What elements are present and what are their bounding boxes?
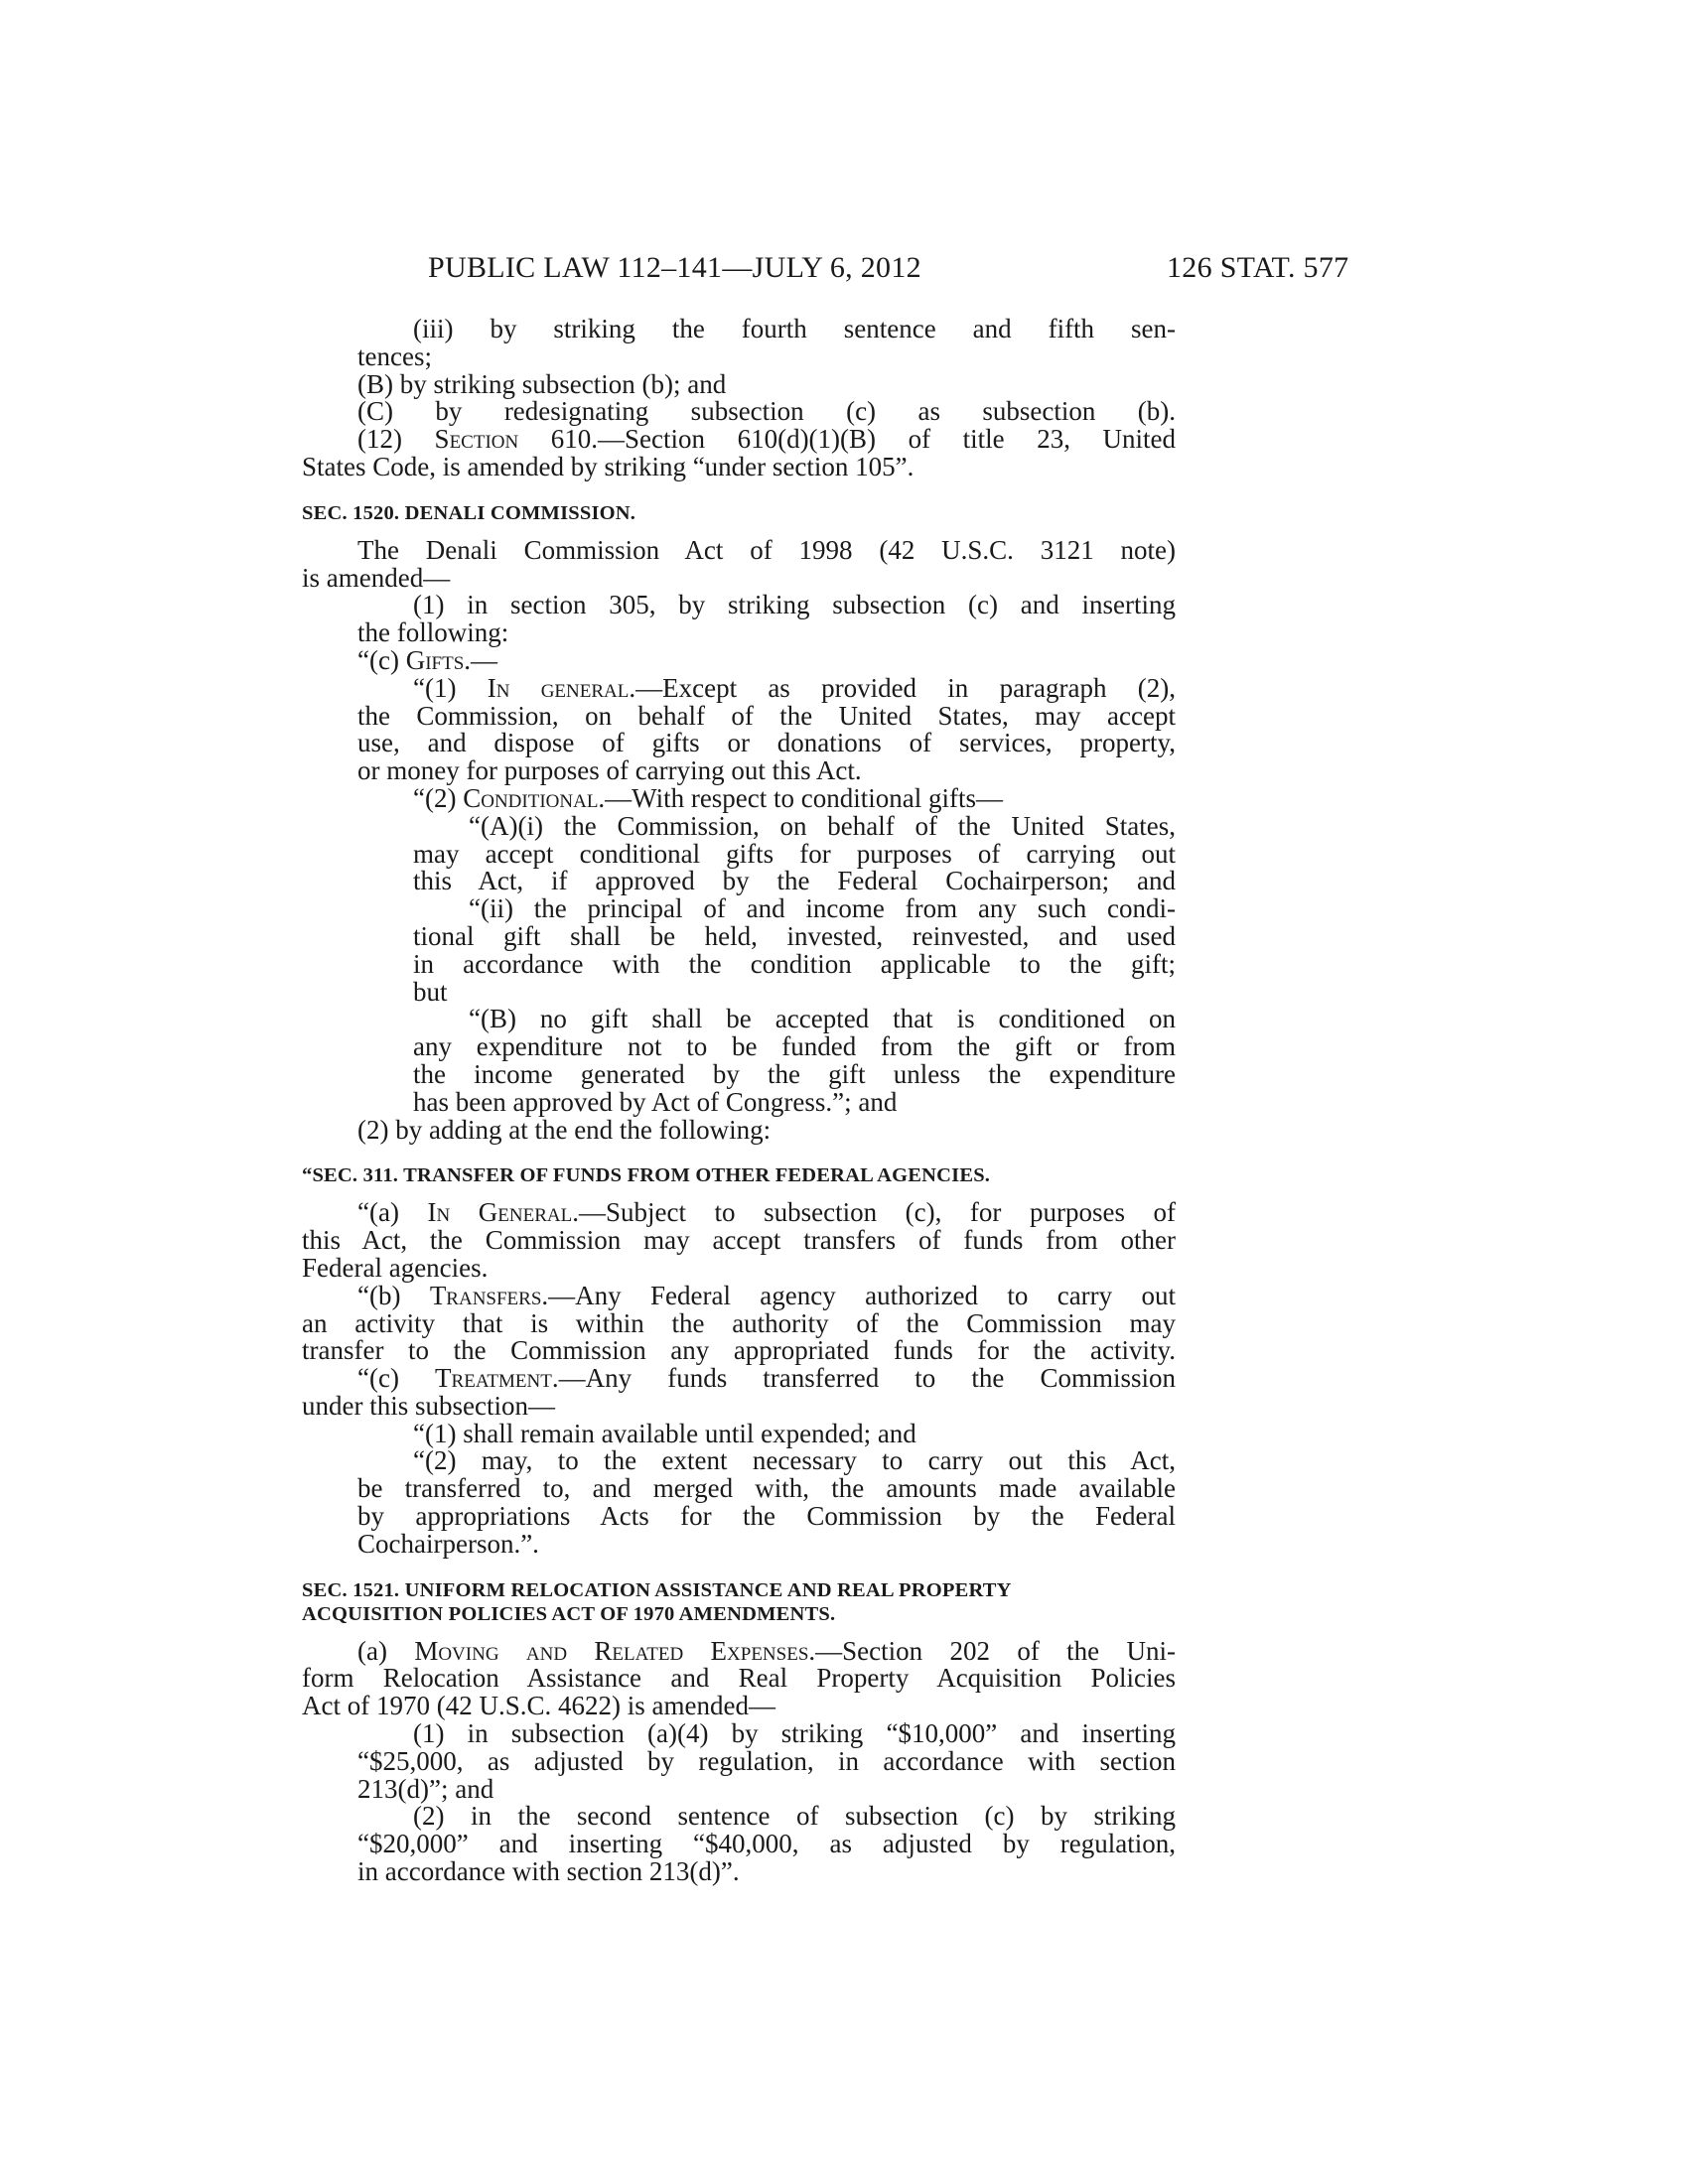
text-span: Gifts <box>405 644 465 675</box>
section-heading-continued: ACQUISITION POLICIES ACT OF 1970 AMENDMENTS. <box>302 1602 836 1625</box>
text-line: under this subsection— <box>302 1390 555 1421</box>
text-line: “$25,000, as adjusted by regulation, in accordance with section <box>357 1745 1176 1776</box>
text-line: but <box>413 976 448 1007</box>
text-span: “(2) <box>413 782 464 813</box>
text-span: .—Any Federal agency authorized to carry out <box>541 1280 1177 1310</box>
running-header-stat-page: 126 STAT. 577 <box>1167 251 1349 284</box>
text-span: .—Any funds transferred to the Commission <box>551 1363 1176 1394</box>
text-span: “(b) <box>357 1280 430 1310</box>
text-span: In general <box>487 672 630 703</box>
section-heading: SEC. 1521. UNIFORM RELOCATION ASSISTANCE AND REAL PROPERTY <box>302 1578 1012 1601</box>
text-span: .— <box>464 644 498 675</box>
text-line: transfer to the Commission any appropriated funds for the activity. <box>302 1335 1176 1366</box>
text-span: Transfers <box>429 1280 542 1310</box>
text-line: form Relocation Assistance and Real Property Acquisition Policies <box>302 1663 1176 1694</box>
text-line <box>302 672 1176 703</box>
text-line: in accordance with section 213(d)”. <box>357 1856 740 1887</box>
text-line <box>302 1199 1176 1227</box>
text-line <box>302 1365 1176 1393</box>
text-line: (1) in section 305, by striking subsection (c) and inserting <box>413 590 1176 620</box>
text-line: this Act, if approved by the Federal Cochairperson; and <box>413 866 1176 896</box>
text-line: use, and dispose of gifts or donations of services, property, <box>357 728 1176 758</box>
text-line: “(ii) the principal of and income from any such condi- <box>469 893 1176 924</box>
text-line: by appropriations Acts for the Commission by the Federal <box>357 1501 1176 1532</box>
text-line: The Denali Commission Act of 1998 (42 U.S.C. 3121 note) <box>357 534 1176 565</box>
text-span: .—Section 610(d)(1)(B) of title 23, United <box>591 424 1176 455</box>
text-span: Treatment <box>435 1363 552 1394</box>
text-line: has been approved by Act of Congress.”; and <box>413 1086 898 1117</box>
text-line: tional gift shall be held, invested, reinvested, and used <box>413 920 1176 951</box>
text-span: .—Except as provided in paragraph (2), <box>629 672 1176 703</box>
text-line: “(2) may, to the extent necessary to carry out this Act, <box>413 1445 1176 1476</box>
text-span: Moving and Related Expenses <box>414 1635 809 1666</box>
text-line: 213(d)”; and <box>357 1773 494 1804</box>
text-span: “(c) <box>357 1363 436 1394</box>
text-span: In General <box>427 1197 573 1228</box>
text-line: tences; <box>357 341 432 371</box>
text-line: (1) in subsection (a)(4) by striking “$10,000” and inserting <box>413 1718 1176 1749</box>
text-line <box>302 1280 1177 1310</box>
text-span: “(1) <box>413 672 488 703</box>
running-header-title: PUBLIC LAW 112–141—JULY 6, 2012 <box>428 251 921 284</box>
text-span: Conditional <box>463 782 599 813</box>
text-span: Section 610 <box>434 424 592 455</box>
text-line: (C) by redesignating subsection (c) as subsection (b). <box>357 396 1176 427</box>
text-line: “(A)(i) the Commission, on behalf of the United States, <box>469 810 1176 841</box>
text-line: States Code, is amended by striking “under section 105”. <box>302 451 914 481</box>
text-span: “(a) <box>357 1197 428 1228</box>
body-text <box>302 316 1176 1886</box>
text-line: or money for purposes of carrying out this Act. <box>357 755 862 786</box>
text-line: the Commission, on behalf of the United States, may accept <box>357 700 1176 731</box>
text-line: is amended— <box>302 562 451 593</box>
text-line: Act of 1970 (42 U.S.C. 4622) is amended— <box>302 1691 775 1721</box>
text-line: any expenditure not to be funded from the gift or from <box>413 1031 1176 1062</box>
text-line: the following: <box>357 617 509 648</box>
text-span: .—With respect to conditional gifts— <box>598 782 1004 813</box>
text-line: “(B) no gift shall be accepted that is conditioned on <box>469 1004 1176 1034</box>
text-line: “$20,000” and inserting “$40,000, as adjusted by regulation, <box>357 1829 1176 1859</box>
text-line: (2) in the second sentence of subsection (c) by striking <box>413 1801 1176 1832</box>
text-span: .—Section 202 of the Uni- <box>808 1635 1177 1666</box>
text-line: (iii) by striking the fourth sentence and fifth sen- <box>413 314 1176 343</box>
text-line: the income generated by the gift unless the expenditure <box>413 1058 1176 1089</box>
text-line: Federal agencies. <box>302 1252 489 1283</box>
text-span: (a) <box>357 1635 415 1666</box>
text-line: in accordance with the condition applicable to the gift; <box>413 948 1176 979</box>
text-line: an activity that is within the authority of the Commission may <box>302 1307 1176 1338</box>
text-line: this Act, the Commission may accept transfers of funds from other <box>302 1225 1176 1256</box>
section-heading: SEC. 1520. DENALI COMMISSION. <box>302 501 636 524</box>
text-span: (12) <box>357 424 435 455</box>
text-line <box>302 426 1176 454</box>
text-line: be transferred to, and merged with, the amounts made available <box>357 1473 1176 1504</box>
text-span: .—Subject to subsection (c), for purposes of <box>572 1197 1177 1228</box>
text-line <box>302 782 1176 813</box>
text-line: (2) by adding at the end the following: <box>357 1114 772 1145</box>
text-line: may accept conditional gifts for purposes of carrying out <box>413 838 1176 869</box>
text-line: (B) by striking subsection (b); and <box>357 368 727 399</box>
text-line <box>302 1635 1177 1666</box>
text-line: “(1) shall remain available until expended; and <box>413 1418 916 1448</box>
text-line: Cochairperson.”. <box>357 1528 539 1559</box>
text-line <box>302 644 1176 675</box>
section-heading: “SEC. 311. TRANSFER OF FUNDS FROM OTHER FEDERAL AGENCIES. <box>302 1164 991 1187</box>
text-span: “(c) <box>357 644 406 675</box>
